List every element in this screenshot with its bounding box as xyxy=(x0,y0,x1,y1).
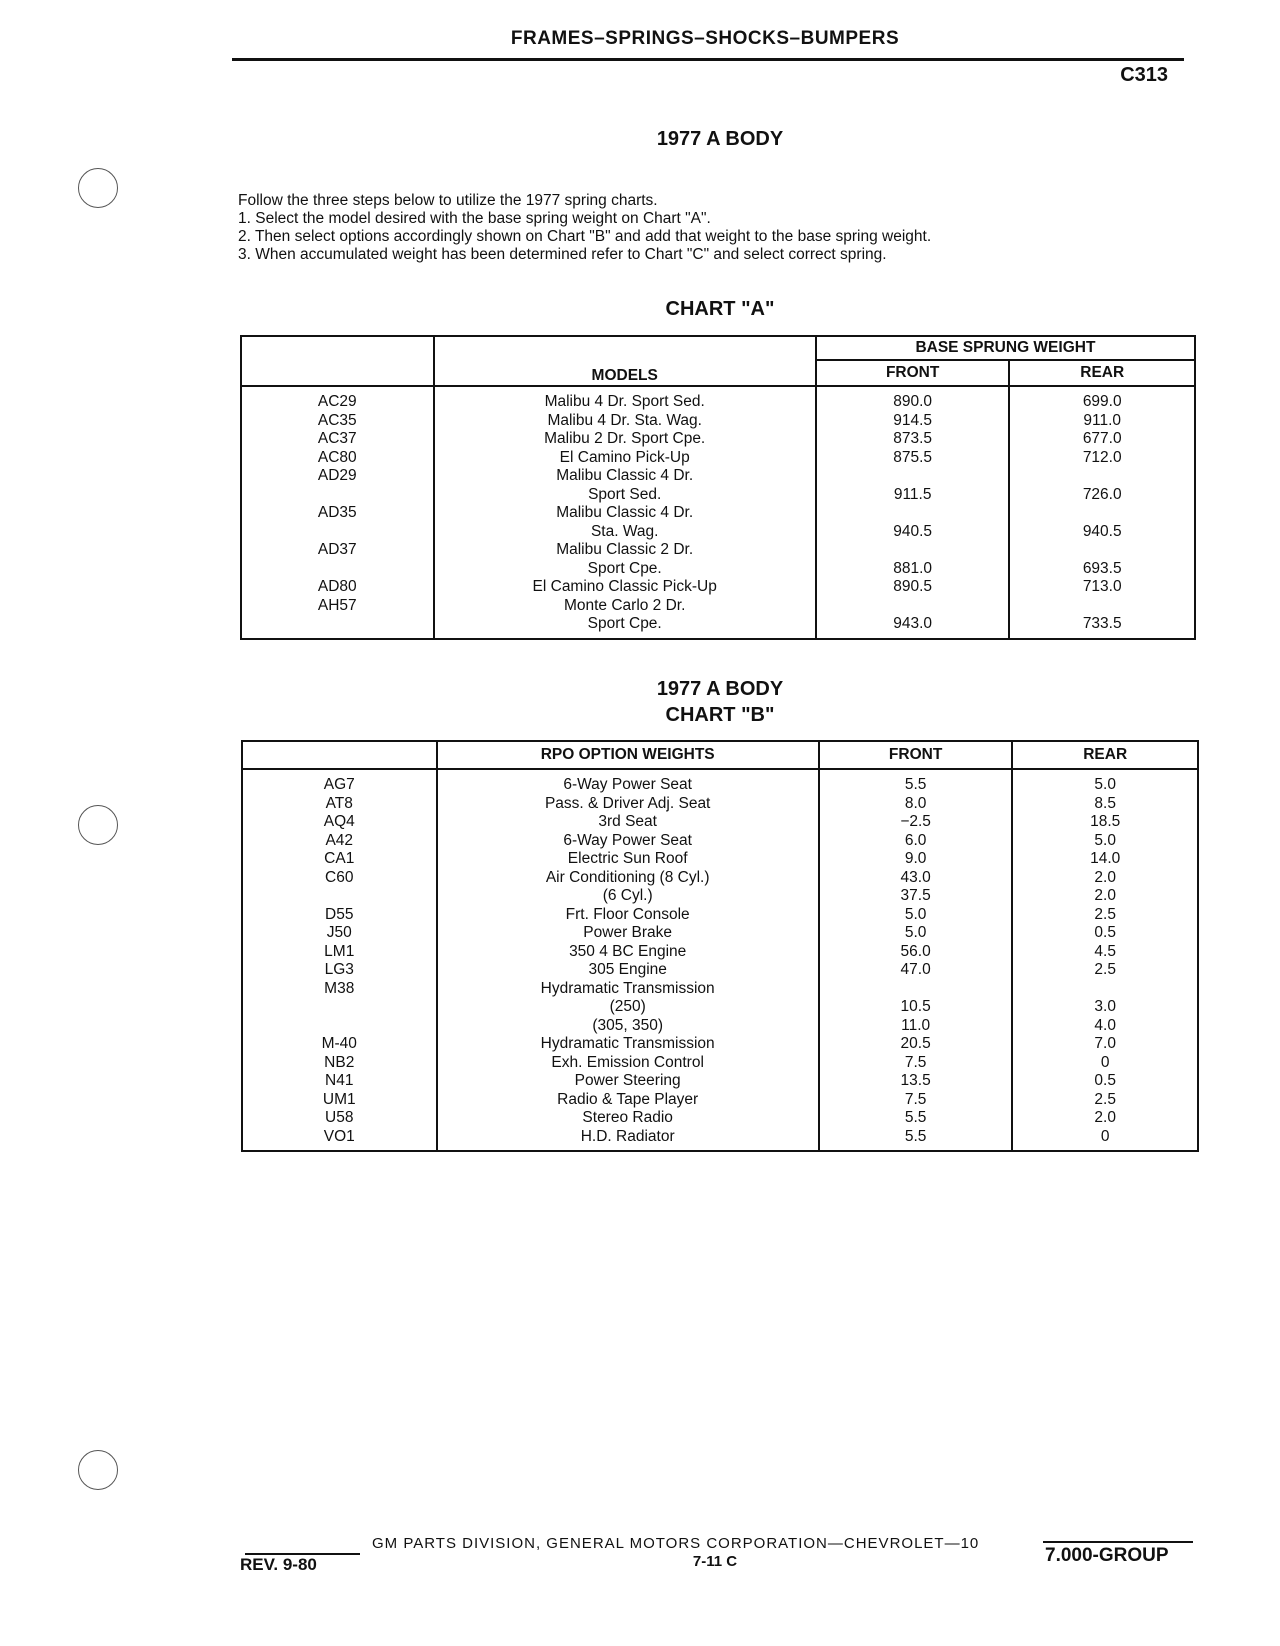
chart-b-blank-header xyxy=(242,741,437,769)
chart-b-rear-value: 8.5 xyxy=(1094,794,1116,812)
chart-a-code xyxy=(248,560,427,579)
chart-a-rear-value: 940.5 xyxy=(1082,522,1122,540)
chart-a-front-value: 890.5 xyxy=(893,578,933,595)
chart-a-front-value: 875.5 xyxy=(893,448,933,466)
chart-a-model: Malibu 4 Dr. Sport Sed. xyxy=(544,393,705,410)
chart-a-model: Malibu 4 Dr. Sta. Wag. xyxy=(547,411,702,429)
chart-a-table xyxy=(240,335,1196,640)
header-rule xyxy=(232,58,1184,61)
chart-b-option: Exh. Emission Control xyxy=(551,1053,704,1071)
chart-b-front-value: 10.5 xyxy=(900,998,931,1015)
chart-b-rear-value: 2.0 xyxy=(1094,868,1116,886)
chart-b-option: (250) xyxy=(609,998,646,1015)
chart-a-models-header: MODELS xyxy=(434,336,816,386)
chart-b-option: Stereo Radio xyxy=(582,1109,673,1126)
chart-a-code: AD29 xyxy=(317,467,357,484)
chart-b-front-value: 6.0 xyxy=(904,831,927,849)
chart-a-rear-value: 712.0 xyxy=(1082,448,1122,466)
chart-a-model: El Camino Pick-Up xyxy=(559,448,690,466)
chart-b-rear-value: 18.5 xyxy=(1090,813,1121,830)
instruction-intro: Follow the three steps below to utilize the 1977 spring charts. xyxy=(238,192,658,209)
chart-b-rear-value: 14.0 xyxy=(1090,850,1121,867)
chart-b-rear-value: 5.0 xyxy=(1094,831,1116,849)
footer-page-code: 7-11 C xyxy=(692,1553,738,1570)
chart-b-front-value: 5.0 xyxy=(904,924,927,941)
footer-group: 7.000-GROUP xyxy=(1045,1545,1169,1566)
instructions xyxy=(238,192,931,264)
chart-a-model: Malibu Classic 2 Dr. xyxy=(556,541,694,558)
chart-a-model: El Camino Classic Pick-Up xyxy=(532,578,717,595)
chart-a-front-value: 890.0 xyxy=(893,393,933,410)
chart-a-front-value: 873.5 xyxy=(893,430,933,447)
chart-a-rear-header: REAR xyxy=(1009,360,1195,386)
chart-b-code: M38 xyxy=(324,979,355,997)
chart-b-code: LG3 xyxy=(324,961,354,978)
chart-b-rear-value: 2.5 xyxy=(1094,961,1116,978)
chart-b-front-value: 37.5 xyxy=(900,887,931,904)
chart-b-rear-value xyxy=(1019,980,1191,999)
chart-a-rear-value: 699.0 xyxy=(1082,393,1122,410)
chart-b-code: CA1 xyxy=(324,850,355,867)
chart-a-front-column xyxy=(816,386,1010,639)
chart-b-front-value: 7.5 xyxy=(904,1090,927,1108)
chart-b-option: Hydramatic Transmission xyxy=(540,1035,715,1052)
chart-b-front-value: 5.0 xyxy=(904,905,927,923)
chart-b-option: 6-Way Power Seat xyxy=(563,831,692,849)
chart-b-front-value: 7.5 xyxy=(904,1053,927,1071)
chart-b-rear-value: 2.5 xyxy=(1094,905,1116,923)
chart-b-code: J50 xyxy=(326,924,352,941)
chart-a-base-sprung-weight-header: BASE SPRUNG WEIGHT xyxy=(816,336,1195,360)
chart-b-front-column xyxy=(819,769,1013,1151)
chart-a-blank-header xyxy=(241,336,434,386)
chart-a-front-value: 943.0 xyxy=(893,615,933,632)
section-b-title: 1977 A BODY xyxy=(656,678,784,700)
binder-hole-top xyxy=(78,168,118,208)
footer-division: GM PARTS DIVISION, GENERAL MOTORS CORPORATION—CHEVROLET—10 xyxy=(372,1535,980,1552)
chart-a-front-value xyxy=(823,541,1003,560)
instruction-step-2: 2. Then select options accordingly shown on Chart "B" and add that weight to the base spring weight. xyxy=(238,228,932,245)
chart-b-rear-header: REAR xyxy=(1012,741,1198,769)
chart-a-code: AD80 xyxy=(317,578,357,595)
chart-a-rear-value: 911.0 xyxy=(1083,411,1122,429)
chart-a-code xyxy=(248,486,427,505)
chart-b-code: U58 xyxy=(325,1109,354,1126)
chart-b-option: 350 4 BC Engine xyxy=(569,942,687,960)
chart-a-rear-value xyxy=(1016,541,1188,560)
section-a-title: 1977 A BODY xyxy=(656,128,784,150)
chart-a-code: AH57 xyxy=(317,596,357,614)
chart-a-code: AD35 xyxy=(317,504,357,521)
chart-a-rear-value xyxy=(1016,467,1188,486)
chart-b-rear-value: 0.5 xyxy=(1094,924,1116,941)
chart-b-option: (6 Cyl.) xyxy=(602,887,653,904)
chart-a-model: Sta. Wag. xyxy=(590,522,659,540)
chart-b-front-value: 20.5 xyxy=(900,1035,931,1052)
chart-b-option: Power Steering xyxy=(574,1072,681,1089)
chart-a-codes-column xyxy=(241,386,434,639)
chart-a-code xyxy=(248,523,427,542)
binder-hole-middle xyxy=(78,805,118,845)
chart-a-front-value: 881.0 xyxy=(893,559,933,577)
chart-a-model: Malibu Classic 4 Dr. xyxy=(556,467,694,484)
chart-b-code xyxy=(249,887,430,906)
chart-b-rear-value: 2.0 xyxy=(1094,1109,1116,1126)
chart-a-code: AC80 xyxy=(317,448,357,466)
chart-b-rear-value: 5.0 xyxy=(1094,776,1116,793)
binder-hole-bottom xyxy=(78,1450,118,1490)
chart-b-option: Radio & Tape Player xyxy=(557,1090,699,1108)
chart-b-rear-value: 7.0 xyxy=(1094,1035,1116,1052)
chart-a-model: Sport Cpe. xyxy=(587,559,662,577)
chart-a-code: AC37 xyxy=(317,430,357,447)
chart-b-code: VO1 xyxy=(323,1127,355,1145)
chart-b-code: M-40 xyxy=(321,1035,357,1052)
chart-b-code: N41 xyxy=(325,1072,354,1089)
chart-a-rear-value: 693.5 xyxy=(1082,559,1122,577)
chart-b-option: Air Conditioning (8 Cyl.) xyxy=(545,868,710,886)
chart-a-model: Sport Sed. xyxy=(588,485,662,503)
chart-b-front-value: 5.5 xyxy=(904,1109,927,1126)
chart-b-front-value: 47.0 xyxy=(900,961,931,978)
footer-revision: REV. 9-80 xyxy=(240,1555,317,1574)
chart-a-rear-column xyxy=(1009,386,1195,639)
chart-a-rear-value: 726.0 xyxy=(1082,485,1122,503)
chart-a-front-value: 914.5 xyxy=(893,411,933,429)
chart-b-code: AT8 xyxy=(325,794,353,812)
chart-a-code xyxy=(248,615,427,634)
chart-b-front-value: 5.5 xyxy=(904,776,927,793)
chart-a-front-value: 911.5 xyxy=(893,485,932,503)
chart-b-code: NB2 xyxy=(324,1053,355,1071)
instruction-step-1: 1. Select the model desired with the base spring weight on Chart "A". xyxy=(238,210,711,227)
chart-b-option: Frt. Floor Console xyxy=(565,905,690,923)
chart-b-front-value: 43.0 xyxy=(900,868,931,886)
page-header-title: FRAMES–SPRINGS–SHOCKS–BUMPERS xyxy=(510,28,900,49)
chart-a-model: Malibu 2 Dr. Sport Cpe. xyxy=(544,430,706,447)
chart-b-code: UM1 xyxy=(322,1090,356,1108)
chart-a-front-value xyxy=(823,504,1003,523)
chart-b-code xyxy=(249,1017,430,1036)
chart-b-front-value: 5.5 xyxy=(904,1127,927,1145)
chart-b-rear-value: 0.5 xyxy=(1094,1072,1116,1089)
chart-a-code: AD37 xyxy=(317,541,357,558)
chart-a-title: CHART "A" xyxy=(665,298,775,320)
chart-b-title: CHART "B" xyxy=(665,704,775,726)
chart-b-option: 6-Way Power Seat xyxy=(563,776,692,793)
chart-b-rear-value: 2.0 xyxy=(1094,887,1116,904)
chart-a-rear-value: 677.0 xyxy=(1082,430,1122,447)
chart-b-front-value: −2.5 xyxy=(900,813,931,830)
chart-b-option: (305, 350) xyxy=(592,1016,663,1034)
chart-a-rear-value xyxy=(1016,597,1188,616)
chart-a-model: Monte Carlo 2 Dr. xyxy=(563,596,686,614)
footer-rule-right xyxy=(1043,1541,1193,1543)
chart-b-rear-value: 4.5 xyxy=(1094,942,1116,960)
chart-b-rear-value: 0 xyxy=(1100,1127,1110,1145)
chart-b-codes-column xyxy=(242,769,437,1151)
chart-b-option: 305 Engine xyxy=(588,961,667,978)
chart-b-front-value: 13.5 xyxy=(900,1072,931,1089)
chart-b-option: Power Brake xyxy=(583,924,673,941)
instruction-step-3: 3. When accumulated weight has been determined refer to Chart "C" and select correct spring. xyxy=(238,246,887,263)
chart-b-front-value xyxy=(826,980,1006,999)
chart-b-code xyxy=(249,998,430,1017)
chart-a-model: Sport Cpe. xyxy=(587,615,662,632)
chart-a-rear-value xyxy=(1016,504,1188,523)
chart-b-option: Pass. & Driver Adj. Seat xyxy=(544,794,711,812)
chart-b-rear-value: 3.0 xyxy=(1094,998,1116,1015)
chart-a-code: AC29 xyxy=(317,393,357,410)
chart-b-front-value: 11.0 xyxy=(901,1016,931,1034)
chart-a-front-value xyxy=(823,467,1003,486)
chart-b-front-value: 9.0 xyxy=(904,850,927,867)
chart-a-models-column xyxy=(434,386,816,639)
chart-b-rear-column xyxy=(1012,769,1198,1151)
chart-b-options-column xyxy=(437,769,819,1151)
chart-b-option: 3rd Seat xyxy=(598,813,657,830)
chart-b-code: C60 xyxy=(325,868,354,886)
chart-b-code: AG7 xyxy=(323,776,355,793)
chart-a-front-value xyxy=(823,597,1003,616)
chart-b-code: D55 xyxy=(325,905,354,923)
chart-b-rear-value: 4.0 xyxy=(1094,1016,1116,1034)
chart-a-model: Malibu Classic 4 Dr. xyxy=(556,504,694,521)
chart-b-code: AQ4 xyxy=(323,813,355,830)
chart-b-options-header: RPO OPTION WEIGHTS xyxy=(437,741,819,769)
chart-a-front-value: 940.5 xyxy=(893,522,933,540)
chart-b-rear-value: 0 xyxy=(1100,1053,1110,1071)
chart-b-table xyxy=(241,740,1199,1152)
chart-b-option: Electric Sun Roof xyxy=(567,850,688,867)
chart-a-rear-value: 713.0 xyxy=(1082,578,1122,595)
chart-b-front-header: FRONT xyxy=(819,741,1013,769)
chart-b-front-value: 56.0 xyxy=(900,942,931,960)
chart-b-code: A42 xyxy=(325,831,354,849)
chart-a-rear-value: 733.5 xyxy=(1082,615,1122,632)
chart-b-rear-value: 2.5 xyxy=(1094,1090,1116,1108)
chart-b-option: Hydramatic Transmission xyxy=(540,979,715,997)
page-code: C313 xyxy=(1120,64,1168,86)
chart-a-code: AC35 xyxy=(317,411,357,429)
chart-b-front-value: 8.0 xyxy=(904,794,927,812)
chart-a-front-header: FRONT xyxy=(816,360,1010,386)
chart-b-code: LM1 xyxy=(324,942,355,960)
chart-b-option: H.D. Radiator xyxy=(580,1127,675,1145)
